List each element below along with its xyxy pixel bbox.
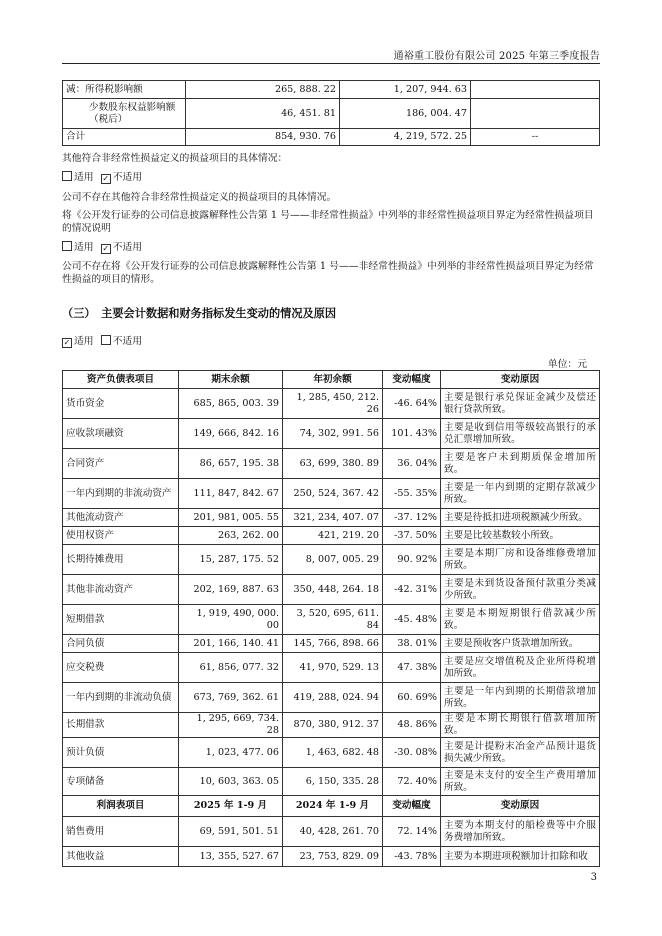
row-reason: 主要是待抵扣进项税额减少所致。 <box>441 509 600 527</box>
row-change-pct: 101. 43% <box>383 419 441 449</box>
row-change-pct: -45. 48% <box>383 605 441 635</box>
applicability-options-1 <box>62 171 599 184</box>
header-reason: 变动原因 <box>441 371 600 389</box>
option-applicable: 适用 <box>74 172 94 183</box>
table-row <box>63 605 600 635</box>
row-value-b: 870, 380, 912. 37 <box>283 713 383 738</box>
table-row <box>63 738 600 768</box>
current-value: 46, 451. 81 <box>186 99 340 129</box>
row-reason: 主要为本期进项税额加计扣除和收 <box>441 847 600 867</box>
row-value-b: 321, 234, 407. 07 <box>283 509 383 527</box>
row-change-pct: -42. 31% <box>383 575 441 605</box>
table-row <box>63 99 600 129</box>
row-change-pct: -37. 50% <box>383 527 441 545</box>
row-value-a: 673, 769, 362. 61 <box>179 683 283 713</box>
row-item: 其他收益 <box>63 847 179 867</box>
applicability-options-2 <box>62 241 599 254</box>
row-item: 其他非流动资产 <box>63 575 179 605</box>
option-not-applicable: 不适用 <box>112 242 143 253</box>
table-row <box>63 713 600 738</box>
table-row <box>63 817 600 847</box>
option-not-applicable: 不适用 <box>112 336 143 347</box>
row-value-a: 201, 981, 005. 55 <box>179 509 283 527</box>
row-reason: 主要是计提粉末冶金产品预计退货损失减少所致。 <box>441 738 600 768</box>
row-item: 一年内到期的非流动负债 <box>63 683 179 713</box>
checkbox-checked-icon[interactable]: ✓ <box>102 244 110 253</box>
row-reason: 主要是未支付的安全生产费用增加所致。 <box>441 768 600 796</box>
row-value-b: 145, 766, 898. 66 <box>283 635 383 653</box>
header-item: 利润表项目 <box>63 796 179 817</box>
row-reason: 主要是银行承兑保证金减少及偿还银行贷款所致。 <box>441 389 600 419</box>
row-reason: 主要是本期厂房和设备维修费增加所致。 <box>441 545 600 575</box>
table-row <box>63 479 600 509</box>
row-label: 减：所得税影响额 <box>63 81 186 99</box>
header-begin-balance: 年初余额 <box>283 371 383 389</box>
table-row <box>63 635 600 653</box>
applicability-options-3 <box>62 335 599 348</box>
row-value-b: 6, 150, 335. 28 <box>283 768 383 796</box>
row-value-b: 421, 219. 20 <box>283 527 383 545</box>
row-item: 应交税费 <box>63 653 179 683</box>
row-value-a: 202, 169, 887. 63 <box>179 575 283 605</box>
row-item: 其他流动资产 <box>63 509 179 527</box>
table-row <box>63 545 600 575</box>
header-end-balance: 期末余额 <box>179 371 283 389</box>
row-reason: 主要是预收客户货款增加所致。 <box>441 635 600 653</box>
row-change-pct: -37. 12% <box>383 509 441 527</box>
row-item: 长期借款 <box>63 713 179 738</box>
current-value: 854, 930. 76 <box>186 129 340 146</box>
row-item: 一年内到期的非流动资产 <box>63 479 179 509</box>
row-value-a: 69, 591, 501. 51 <box>179 817 283 847</box>
ytd-value: 4, 219, 572. 25 <box>340 129 471 146</box>
row-reason: 主要是一年内到期的定期存款减少所致。 <box>441 479 600 509</box>
header-change-pct: 变动幅度 <box>383 796 441 817</box>
table-header-row <box>63 796 600 817</box>
row-value-b: 250, 524, 367. 42 <box>283 479 383 509</box>
row-value-a: 263, 262. 00 <box>179 527 283 545</box>
table-row <box>63 575 600 605</box>
row-item: 专项储备 <box>63 768 179 796</box>
table-row <box>63 768 600 796</box>
row-value-b: 23, 753, 829. 09 <box>283 847 383 867</box>
checkbox-checked-icon[interactable]: ✓ <box>63 338 71 347</box>
option-not-applicable: 不适用 <box>112 172 143 183</box>
header-rule <box>62 63 600 64</box>
header-prior-period: 2024 年 1-9 月 <box>283 796 383 817</box>
row-reason: 主要是应交增值税及企业所得税增加所致。 <box>441 653 600 683</box>
row-change-pct: -43. 78% <box>383 847 441 867</box>
page-number: 3 <box>590 872 597 883</box>
row-item: 应收款项融资 <box>63 419 179 449</box>
row-value-a: 1, 295, 669, 734. 28 <box>179 713 283 738</box>
row-change-pct: 47. 38% <box>383 653 441 683</box>
row-value-b: 350, 448, 264. 18 <box>283 575 383 605</box>
row-change-pct: 38. 01% <box>383 635 441 653</box>
row-value-a: 685, 865, 003. 39 <box>179 389 283 419</box>
row-value-b: 419, 288, 024. 94 <box>283 683 383 713</box>
row-value-b: 74, 302, 991. 56 <box>283 419 383 449</box>
paragraph-reclassification-note: 将《公开发行证券的公司信息披露解释性公告第 1 号——非经常性损益》中列举的非经常性损益项目界定为经常性损益项目的情况说明 <box>62 210 594 234</box>
paragraph-no-reclassification: 公司不存在将《公开发行证券的公司信息披露解释性公告第 1 号——非经常性损益》中列举的非经常性损益项目界定为经常性损益的项目的情形。 <box>62 261 594 285</box>
row-change-pct: 60. 69% <box>383 683 441 713</box>
row-item: 合同负债 <box>63 635 179 653</box>
table-header-row <box>63 371 600 389</box>
row-item: 货币资金 <box>63 389 179 419</box>
row-value-a: 15, 287, 175. 52 <box>179 545 283 575</box>
paragraph-no-other-items: 公司不存在其他符合非经常性损益定义的损益项目的具体情况。 <box>62 192 337 203</box>
checkbox-unchecked-icon[interactable] <box>62 171 72 181</box>
row-change-pct: 72. 14% <box>383 817 441 847</box>
header-current-period: 2025 年 1-9 月 <box>179 796 283 817</box>
section-title: （三） 主要会计数据和财务指标发生变动的情况及原因 <box>62 306 337 320</box>
option-applicable: 适用 <box>74 336 94 347</box>
note: -- <box>471 129 600 146</box>
header-item: 资产负债表项目 <box>63 371 179 389</box>
table-row <box>63 81 600 99</box>
row-change-pct: -46. 64% <box>383 389 441 419</box>
row-value-a: 13, 355, 527. 67 <box>179 847 283 867</box>
row-value-a: 1, 919, 490, 000. 00 <box>179 605 283 635</box>
row-reason: 主要是未到货设备预付款重分类减少所致。 <box>441 575 600 605</box>
row-change-pct: 72. 40% <box>383 768 441 796</box>
table-row <box>63 683 600 713</box>
row-item: 短期借款 <box>63 605 179 635</box>
row-value-b: 1, 463, 682. 48 <box>283 738 383 768</box>
table-row <box>63 129 600 146</box>
row-reason: 主要是本期长期银行借款增加所致。 <box>441 713 600 738</box>
note <box>471 81 600 99</box>
paragraph-other-items: 其他符合非经常性损益定义的损益项目的具体情况： <box>62 153 288 164</box>
row-change-pct: -55. 35% <box>383 479 441 509</box>
row-value-b: 41, 970, 529. 13 <box>283 653 383 683</box>
row-reason: 主要是一年内到期的长期借款增加所致。 <box>441 683 600 713</box>
row-reason: 主要为本期支付的船检费等中介服务费增加所致。 <box>441 817 600 847</box>
row-reason: 主要是收到信用等级较高银行的承兑汇票增加所致。 <box>441 419 600 449</box>
row-change-pct: 36. 04% <box>383 449 441 479</box>
row-item: 销售费用 <box>63 817 179 847</box>
table-row <box>63 389 600 419</box>
row-value-a: 10, 603, 363. 05 <box>179 768 283 796</box>
row-label: 少数股东权益影响额（税后） <box>63 99 186 129</box>
row-value-b: 8, 007, 005. 29 <box>283 545 383 575</box>
row-value-a: 86, 657, 195. 38 <box>179 449 283 479</box>
row-value-b: 63, 699, 380. 89 <box>283 449 383 479</box>
report-header: 通裕重工股份有限公司 2025 年第三季度报告 <box>393 51 600 62</box>
row-item: 长期待摊费用 <box>63 545 179 575</box>
row-value-a: 201, 166, 140. 41 <box>179 635 283 653</box>
note <box>471 99 600 129</box>
header-change-pct: 变动幅度 <box>383 371 441 389</box>
current-value: 265, 888. 22 <box>186 81 340 99</box>
header-reason: 变动原因 <box>441 796 600 817</box>
checkbox-unchecked-icon[interactable] <box>101 335 111 345</box>
row-value-a: 1, 023, 477. 06 <box>179 738 283 768</box>
row-reason: 主要是本期短期银行借款减少所致。 <box>441 605 600 635</box>
row-value-b: 1, 285, 450, 212. 26 <box>283 389 383 419</box>
row-value-a: 111, 847, 842. 67 <box>179 479 283 509</box>
table-row <box>63 653 600 683</box>
row-value-b: 40, 428, 261. 70 <box>283 817 383 847</box>
table-row <box>63 847 600 867</box>
row-reason: 主要是客户未到期质保金增加所致。 <box>441 449 600 479</box>
row-label: 合计 <box>63 129 186 146</box>
unit-label: 单位：元 <box>547 359 587 370</box>
table-row <box>63 419 600 449</box>
row-change-pct: -30. 08% <box>383 738 441 768</box>
non-recurring-table <box>62 80 600 146</box>
row-value-b: 3, 520, 695, 611. 84 <box>283 605 383 635</box>
row-item: 使用权资产 <box>63 527 179 545</box>
checkbox-checked-icon[interactable]: ✓ <box>102 174 110 183</box>
checkbox-unchecked-icon[interactable] <box>62 241 72 251</box>
table-row <box>63 509 600 527</box>
row-change-pct: 90. 92% <box>383 545 441 575</box>
changes-table <box>62 370 600 867</box>
row-item: 合同资产 <box>63 449 179 479</box>
ytd-value: 186, 004. 47 <box>340 99 471 129</box>
row-reason: 主要是比较基数较小所致。 <box>441 527 600 545</box>
row-change-pct: 48. 86% <box>383 713 441 738</box>
row-value-a: 61, 856, 077. 32 <box>179 653 283 683</box>
table-row <box>63 527 600 545</box>
ytd-value: 1, 207, 944. 63 <box>340 81 471 99</box>
option-applicable: 适用 <box>74 242 94 253</box>
row-value-a: 149, 666, 842. 16 <box>179 419 283 449</box>
row-item: 预计负债 <box>63 738 179 768</box>
table-row <box>63 449 600 479</box>
